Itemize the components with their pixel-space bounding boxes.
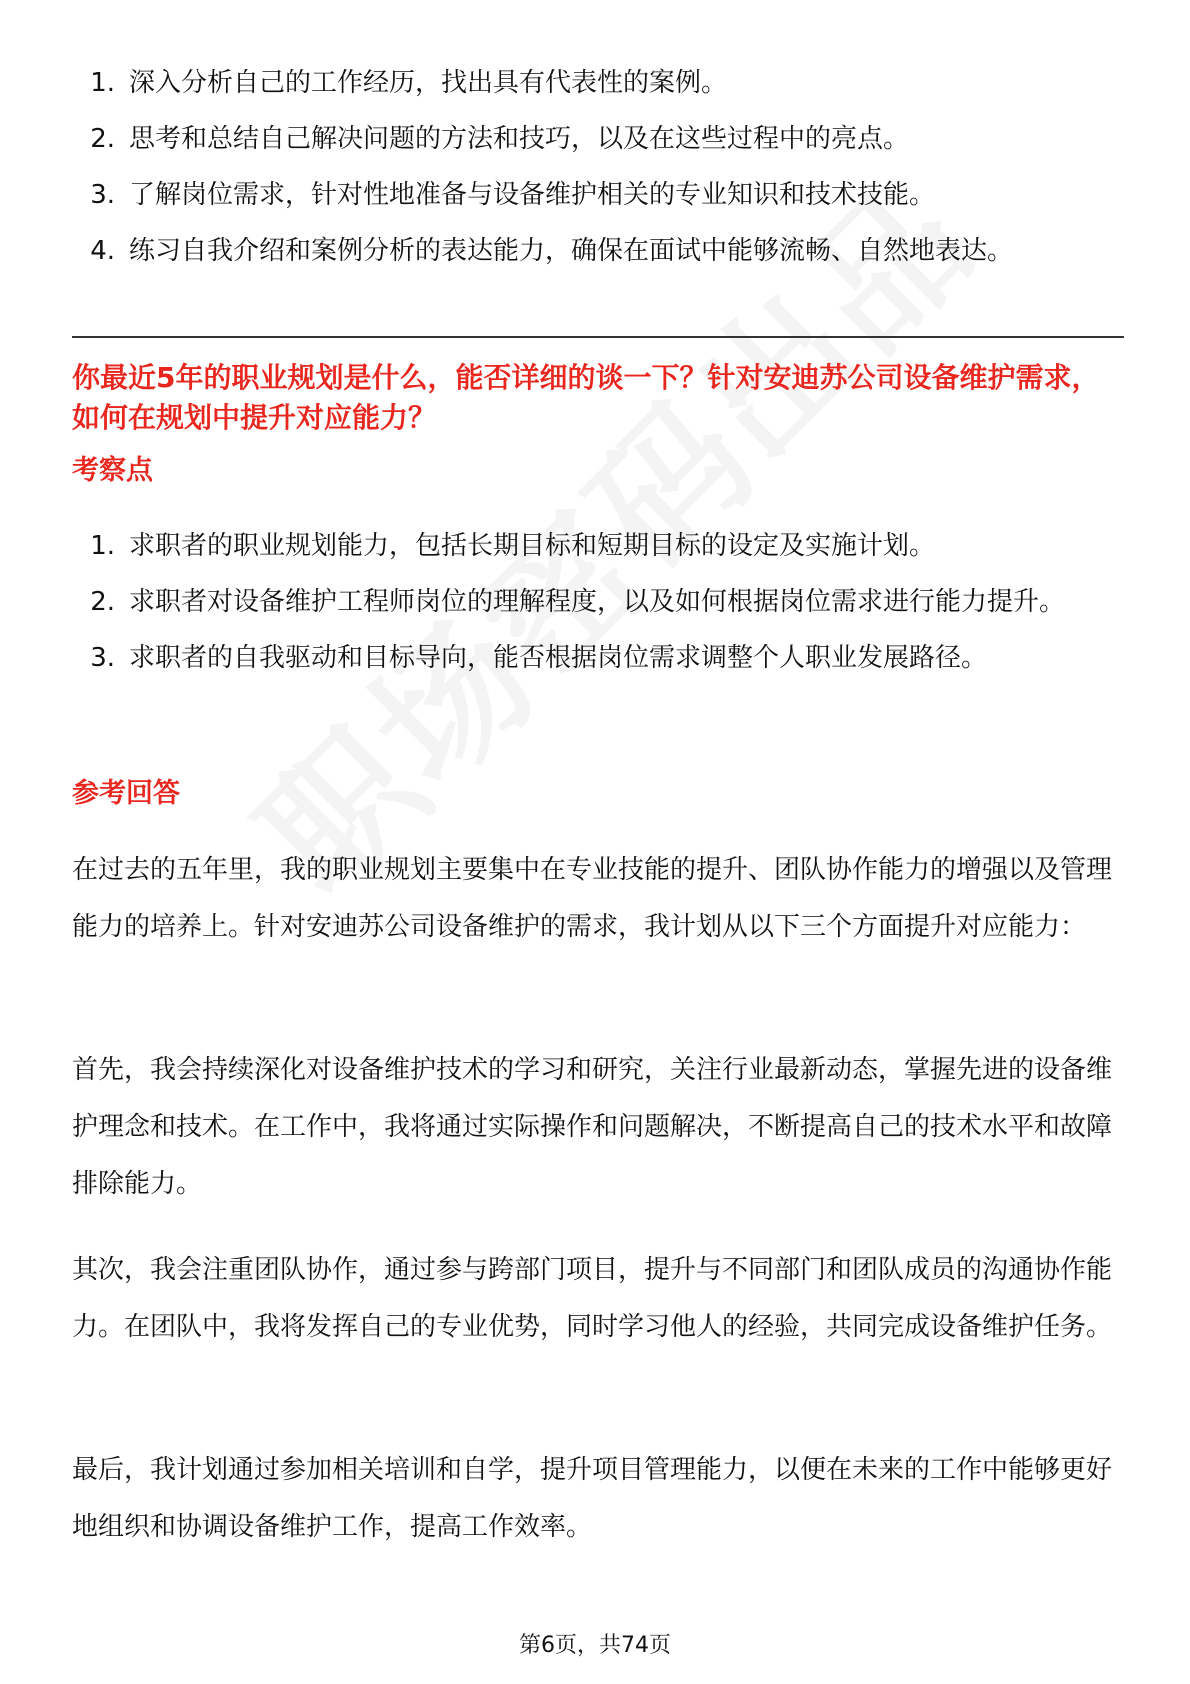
list-number: 2. bbox=[90, 124, 115, 154]
list-text: 思考和总结自己解决问题的方法和技巧，以及在这些过程中的亮点。 bbox=[129, 124, 910, 154]
preparation-list bbox=[75, 55, 1115, 279]
list-item bbox=[75, 518, 1115, 574]
list-text: 深入分析自己的工作经历，找出具有代表性的案例。 bbox=[129, 68, 728, 98]
list-number: 1. bbox=[90, 68, 115, 98]
answer-paragraph: 其次，我会注重团队协作，通过参与跨部门项目，提升与不同部门和团队成员的沟通协作能力。在团队中，我将发挥自己的专业优势，同时学习他人的经验，共同完成设备维护任务。 bbox=[72, 1255, 1113, 1342]
reference-answer-heading: 参考回答 bbox=[72, 778, 180, 809]
list-text: 求职者对设备维护工程师岗位的理解程度，以及如何根据岗位需求进行能力提升。 bbox=[129, 587, 1066, 617]
list-number: 1. bbox=[90, 531, 115, 561]
section-divider bbox=[72, 336, 1124, 338]
list-text: 求职者的职业规划能力，包括长期目标和短期目标的设定及实施计划。 bbox=[129, 531, 936, 561]
list-item bbox=[75, 223, 1115, 279]
page-number-footer: 第6页，共74页 bbox=[519, 1633, 671, 1658]
exam-points-heading: 考察点 bbox=[72, 455, 153, 486]
list-text: 求职者的自我驱动和目标导向，能否根据岗位需求调整个人职业发展路径。 bbox=[129, 643, 988, 673]
list-item bbox=[75, 630, 1115, 686]
list-text: 练习自我介绍和案例分析的表达能力，确保在面试中能够流畅、自然地表达。 bbox=[129, 236, 1014, 266]
list-item bbox=[75, 574, 1115, 630]
question-heading: 你最近5年的职业规划是什么，能否详细的谈一下？针对安迪苏公司设备维护需求，如何在规划中提升对应能力？ bbox=[72, 361, 1100, 434]
list-number: 3. bbox=[90, 643, 115, 673]
answer-paragraph: 在过去的五年里，我的职业规划主要集中在专业技能的提升、团队协作能力的增强以及管理能力的培养上。针对安迪苏公司设备维护的需求，我计划从以下三个方面提升对应能力： bbox=[72, 855, 1113, 942]
answer-paragraph: 最后，我计划通过参加相关培训和自学，提升项目管理能力，以便在未来的工作中能够更好地组织和协调设备维护工作，提高工作效率。 bbox=[72, 1455, 1113, 1542]
exam-points-list bbox=[75, 518, 1115, 686]
list-item bbox=[75, 111, 1115, 167]
list-item bbox=[75, 167, 1115, 223]
list-number: 3. bbox=[90, 180, 115, 210]
list-number: 4. bbox=[90, 236, 115, 266]
list-number: 2. bbox=[90, 587, 115, 617]
answer-paragraph: 首先，我会持续深化对设备维护技术的学习和研究，关注行业最新动态，掌握先进的设备维护理念和技术。在工作中，我将通过实际操作和问题解决，不断提高自己的技术水平和故障排除能力。 bbox=[72, 1055, 1113, 1199]
list-item bbox=[75, 55, 1115, 111]
list-text: 了解岗位需求，针对性地准备与设备维护相关的专业知识和技术技能。 bbox=[129, 180, 936, 210]
